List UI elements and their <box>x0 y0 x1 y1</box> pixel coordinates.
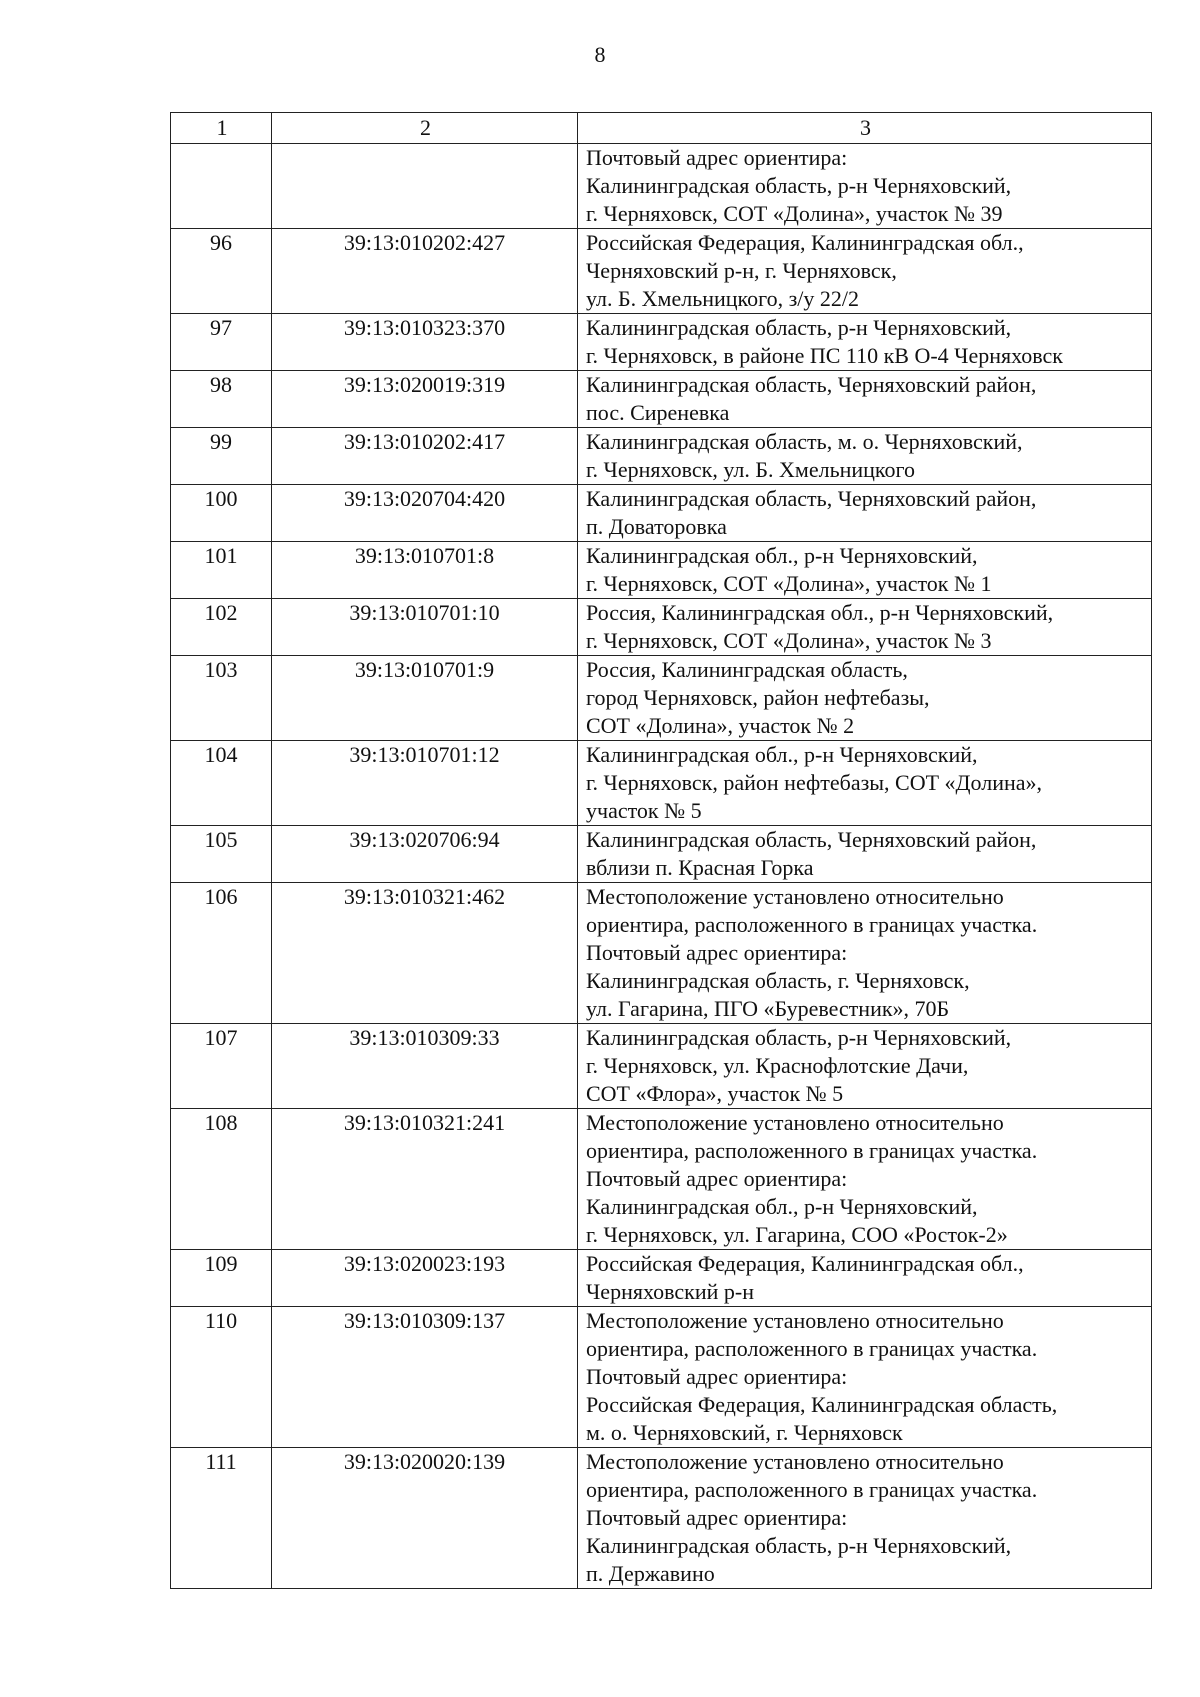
cadastral-number-cell: 39:13:020023:193 <box>272 1250 578 1307</box>
address-line: Почтовый адрес ориентира: <box>586 1364 848 1389</box>
address-cell <box>578 428 1152 485</box>
address-line: г. Черняховск, ул. Краснофлотские Дачи, <box>586 1053 969 1078</box>
table-row <box>171 229 1152 314</box>
address-line: Почтовый адрес ориентира: <box>586 1505 848 1530</box>
cadastral-number-cell: 39:13:010323:370 <box>272 314 578 371</box>
address-line: ориентира, расположенного в границах участка. <box>586 1138 1038 1163</box>
address-cell <box>578 1024 1152 1109</box>
address-line: г. Черняховск, СОТ «Долина», участок № 39 <box>586 201 1003 226</box>
cadastral-number-cell: 39:13:010309:137 <box>272 1307 578 1448</box>
address-line: пос. Сиреневка <box>586 400 730 425</box>
address-line: Местоположение установлено относительно <box>586 1110 1004 1135</box>
row-number-cell: 106 <box>171 883 272 1024</box>
address-line: Местоположение установлено относительно <box>586 1308 1004 1333</box>
address-line: Калининградская область, р-н Черняховский, <box>586 315 1012 340</box>
table-row <box>171 1448 1152 1589</box>
address-line: г. Черняховск, район нефтебазы, СОТ «Долина», <box>586 770 1043 795</box>
address-line: Почтовый адрес ориентира: <box>586 145 848 170</box>
address-line: Россия, Калининградская область, <box>586 657 908 682</box>
row-number-cell: 109 <box>171 1250 272 1307</box>
cadastral-number-cell: 39:13:010321:462 <box>272 883 578 1024</box>
address-line: ул. Б. Хмельницкого, з/у 22/2 <box>586 286 860 311</box>
row-number-cell: 105 <box>171 826 272 883</box>
address-line: Калининградская область, Черняховский район, <box>586 372 1037 397</box>
cadastral-number-cell: 39:13:010701:10 <box>272 599 578 656</box>
address-line: ориентира, расположенного в границах участка. <box>586 912 1038 937</box>
table-row <box>171 428 1152 485</box>
table-row <box>171 1024 1152 1109</box>
address-line: Российская Федерация, Калининградская область, <box>586 1392 1058 1417</box>
address-line: вблизи п. Красная Горка <box>586 855 814 880</box>
cadastral-number-cell: 39:13:020020:139 <box>272 1448 578 1589</box>
cadastral-number-cell: 39:13:010309:33 <box>272 1024 578 1109</box>
address-cell <box>578 485 1152 542</box>
table-row <box>171 656 1152 741</box>
address-line: Черняховский р-н <box>586 1279 754 1304</box>
column-header-1: 1 <box>171 113 272 144</box>
table-row <box>171 826 1152 883</box>
table-row <box>171 1109 1152 1250</box>
row-number-cell: 98 <box>171 371 272 428</box>
address-line: Калининградская область, р-н Черняховский, <box>586 1025 1012 1050</box>
row-number-cell: 108 <box>171 1109 272 1250</box>
address-line: г. Черняховск, ул. Гагарина, СОО «Росток-2» <box>586 1222 1008 1247</box>
row-number-cell: 96 <box>171 229 272 314</box>
row-number-cell: 100 <box>171 485 272 542</box>
table-row <box>171 371 1152 428</box>
address-line: СОТ «Долина», участок № 2 <box>586 713 855 738</box>
cadastral-number-cell: 39:13:020706:94 <box>272 826 578 883</box>
table-row <box>171 599 1152 656</box>
column-header-2: 2 <box>272 113 578 144</box>
page-number: 8 <box>594 42 606 67</box>
address-line: Россия, Калининградская обл., р-н Черняховский, <box>586 600 1054 625</box>
land-plot-table <box>170 112 1152 1589</box>
address-line: Почтовый адрес ориентира: <box>586 1166 848 1191</box>
address-cell <box>578 144 1152 229</box>
address-line: ул. Гагарина, ПГО «Буревестник», 70Б <box>586 996 950 1021</box>
address-cell <box>578 1109 1152 1250</box>
address-line: Калининградская область, г. Черняховск, <box>586 968 970 993</box>
address-cell <box>578 1448 1152 1589</box>
address-line: Почтовый адрес ориентира: <box>586 940 848 965</box>
address-cell <box>578 883 1152 1024</box>
address-line: г. Черняховск, СОТ «Долина», участок № 1 <box>586 571 992 596</box>
row-number-cell: 101 <box>171 542 272 599</box>
address-line: Калининградская область, Черняховский район, <box>586 486 1037 511</box>
address-line: Калининградская обл., р-н Черняховский, <box>586 1194 978 1219</box>
address-line: Калининградская обл., р-н Черняховский, <box>586 742 978 767</box>
table-row <box>171 1250 1152 1307</box>
cadastral-number-cell: 39:13:010202:427 <box>272 229 578 314</box>
address-line: Калининградская область, м. о. Черняховский, <box>586 429 1023 454</box>
table-row <box>171 144 1152 229</box>
column-header-3: 3 <box>578 113 1152 144</box>
address-cell <box>578 542 1152 599</box>
address-line: г. Черняховск, в районе ПС 110 кВ О-4 Черняховск <box>586 343 1063 368</box>
address-line: м. о. Черняховский, г. Черняховск <box>586 1420 903 1445</box>
address-line: Местоположение установлено относительно <box>586 884 1004 909</box>
address-line: Калининградская область, Черняховский район, <box>586 827 1037 852</box>
row-number-cell: 102 <box>171 599 272 656</box>
address-line: Российская Федерация, Калининградская обл., <box>586 1251 1024 1276</box>
address-cell <box>578 1307 1152 1448</box>
row-number-cell: 107 <box>171 1024 272 1109</box>
address-cell <box>578 1250 1152 1307</box>
row-number-cell: 111 <box>171 1448 272 1589</box>
cadastral-number-cell: 39:13:010202:417 <box>272 428 578 485</box>
address-line: Черняховский р-н, г. Черняховск, <box>586 258 897 283</box>
cadastral-number-cell: 39:13:010321:241 <box>272 1109 578 1250</box>
address-line: участок № 5 <box>586 798 702 823</box>
address-line: Калининградская обл., р-н Черняховский, <box>586 543 978 568</box>
table-row <box>171 314 1152 371</box>
address-cell <box>578 371 1152 428</box>
row-number-cell: 99 <box>171 428 272 485</box>
row-number-cell <box>171 144 272 229</box>
address-cell <box>578 599 1152 656</box>
address-cell <box>578 314 1152 371</box>
row-number-cell: 97 <box>171 314 272 371</box>
address-cell <box>578 229 1152 314</box>
table-row <box>171 1307 1152 1448</box>
address-line: Российская Федерация, Калининградская обл., <box>586 230 1024 255</box>
address-cell <box>578 656 1152 741</box>
cadastral-number-cell: 39:13:020019:319 <box>272 371 578 428</box>
table-row <box>171 485 1152 542</box>
row-number-cell: 103 <box>171 656 272 741</box>
address-cell <box>578 741 1152 826</box>
address-line: г. Черняховск, ул. Б. Хмельницкого <box>586 457 915 482</box>
table-row <box>171 741 1152 826</box>
address-cell <box>578 826 1152 883</box>
row-number-cell: 104 <box>171 741 272 826</box>
address-line: Местоположение установлено относительно <box>586 1449 1004 1474</box>
address-line: Калининградская область, р-н Черняховский, <box>586 1533 1012 1558</box>
row-number-cell: 110 <box>171 1307 272 1448</box>
table-header-row <box>171 113 1152 144</box>
address-line: ориентира, расположенного в границах участка. <box>586 1477 1038 1502</box>
address-line: ориентира, расположенного в границах участка. <box>586 1336 1038 1361</box>
address-line: г. Черняховск, СОТ «Долина», участок № 3 <box>586 628 992 653</box>
cadastral-number-cell: 39:13:010701:8 <box>272 542 578 599</box>
table-row <box>171 542 1152 599</box>
cadastral-number-cell: 39:13:010701:12 <box>272 741 578 826</box>
table-row <box>171 883 1152 1024</box>
cadastral-number-cell: 39:13:010701:9 <box>272 656 578 741</box>
cadastral-number-cell <box>272 144 578 229</box>
address-line: п. Державино <box>586 1561 715 1586</box>
address-line: п. Доваторовка <box>586 514 727 539</box>
address-line: СОТ «Флора», участок № 5 <box>586 1081 844 1106</box>
address-line: город Черняховск, район нефтебазы, <box>586 685 930 710</box>
cadastral-number-cell: 39:13:020704:420 <box>272 485 578 542</box>
address-line: Калининградская область, р-н Черняховский, <box>586 173 1012 198</box>
